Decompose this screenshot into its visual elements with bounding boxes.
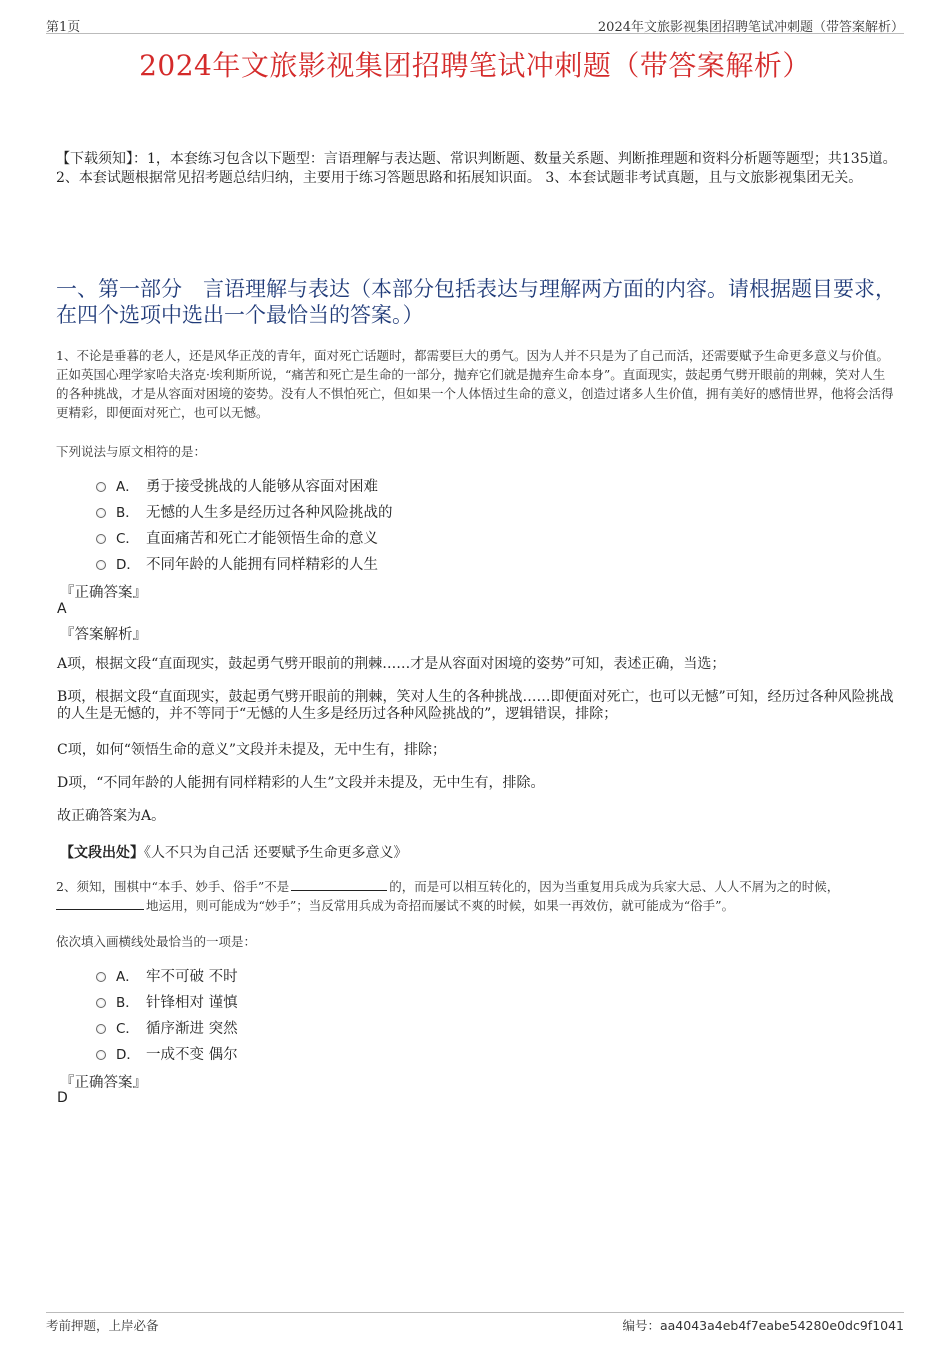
radio-icon[interactable] [96,1050,106,1060]
radio-icon[interactable] [96,972,106,982]
document-title: 2024年文旅影视集团招聘笔试冲刺题（带答案解析） [139,49,811,82]
radio-icon[interactable] [96,482,106,492]
source-title: 《人不只为自己活 还要赋予生命更多意义》 [144,845,408,861]
question-2-options [96,962,238,1066]
option-b[interactable]: B． 无憾的人生多是经历过各种风险挑战的 [96,498,393,524]
option-a[interactable]: A． 牢不可破 不时 [96,962,238,988]
fill-blank-2[interactable] [56,898,144,910]
option-d[interactable]: D． 不同年龄的人能拥有同样精彩的人生 [96,550,393,576]
page-footer [46,1312,904,1332]
option-a[interactable]: A． 勇于接受挑战的人能够从容面对困难 [96,472,393,498]
option-d[interactable]: D． 一成不变 偶尔 [96,1040,238,1066]
source-line [60,842,407,862]
analysis-d: D项，“不同年龄的人能拥有同样精彩的人生”文段并未提及，无中生有，排除。 [57,775,545,791]
analysis-c: C项，如何“领悟生命的意义”文段并未提及，无中生有，排除； [57,742,447,758]
option-c[interactable]: C． 直面痛苦和死亡才能领悟生命的意义 [96,524,393,550]
footer-slogan: 考前押题，上岸必备 [46,1318,159,1333]
radio-icon[interactable] [96,508,106,518]
radio-icon[interactable] [96,998,106,1008]
section-heading: 一、第一部分 言语理解与表达（本部分包括表达与理解两方面的内容。请根据题目要求，在四个选项中选出一个最恰当的答案。） [56,277,896,327]
answer-value: A [57,601,67,617]
fill-blank-1[interactable] [291,879,387,891]
answer-value: D [57,1090,68,1106]
radio-icon[interactable] [96,1024,106,1034]
question-1-text: 1、不论是垂暮的老人，还是风华正茂的青年，面对死亡话题时，都需要巨大的勇气。因为人并不只是为了自己而活，还需要赋予生命更多意义与价值。正如英国心理学家哈夫洛克·埃利斯所说，“痛苦和死亡是生命的一部分，抛弃它们就是抛弃生命本身”。直面现实，鼓起勇气劈开眼前的荆棘，笑对人生的各种挑战，才是从容面对困境的姿势。没有人不惧怕死亡，但如果一个人体悟过生命的意义，创造过诸多人生价值，拥有美好的感情世界，他将会活得更精彩，即便面对死亡，也可以无憾。 [56,348,894,420]
header-doc-title: 2024年文旅影视集团招聘笔试冲刺题（带答案解析） [597,20,904,35]
question-1-prompt: 下列说法与原文相符的是： [56,444,207,459]
answer-label: 『正确答案』 [60,1075,147,1091]
analysis-label: 『答案解析』 [60,627,147,643]
answer-label: 『正确答案』 [60,585,147,601]
page-header [46,14,904,34]
radio-icon[interactable] [96,534,106,544]
option-b[interactable]: B． 针锋相对 谨慎 [96,988,238,1014]
radio-icon[interactable] [96,560,106,570]
question-2-prompt: 依次填入画横线处最恰当的一项是： [56,934,257,949]
source-label: 【文段出处】 [60,845,144,861]
download-notice: 【下载须知】：1，本套练习包含以下题型：言语理解与表达题、常识判断题、数量关系题、判断推理题和资料分析题等题型；共135道。 2、本套试题根据常见招考题总结归纳，主要用于练习答题思路和拓展知识面。 3、本套试题非考试真题，且与文旅影视集团无关。 [56,151,897,186]
question-1-options [96,472,393,576]
analysis-b: B项，根据文段“直面现实，鼓起勇气劈开眼前的荆棘，笑对人生的各种挑战……即便面对死亡，也可以无憾”可知，经历过各种风险挑战的人生是无憾的，并不等同于“无憾的人生多是经历过各种风险挑战的”，逻辑错误，排除； [57,689,894,722]
footer-doc-id: 编号：aa4043a4eb4f7eabe54280e0dc9f1041 [622,1318,904,1333]
analysis-a: A项，根据文段“直面现实，鼓起勇气劈开眼前的荆棘……才是从容面对困境的姿势”可知，表述正确，当选； [57,656,726,672]
question-2-text: 2、须知，围棋中“本手、妙手、俗手”不是 的，而是可以相互转化的，因为当重复用兵成为兵家大忌、人人不屑为之的时候，地运用，则可能成为“妙手”；当反常用兵成为奇招而屡试不爽的时候，如果一再效仿，就可能成为“俗手”。 [56,879,840,913]
option-c[interactable]: C． 循序渐进 突然 [96,1014,238,1040]
analysis-conclusion: 故正确答案为A。 [57,808,166,824]
page-number: 第1页 [46,20,81,35]
